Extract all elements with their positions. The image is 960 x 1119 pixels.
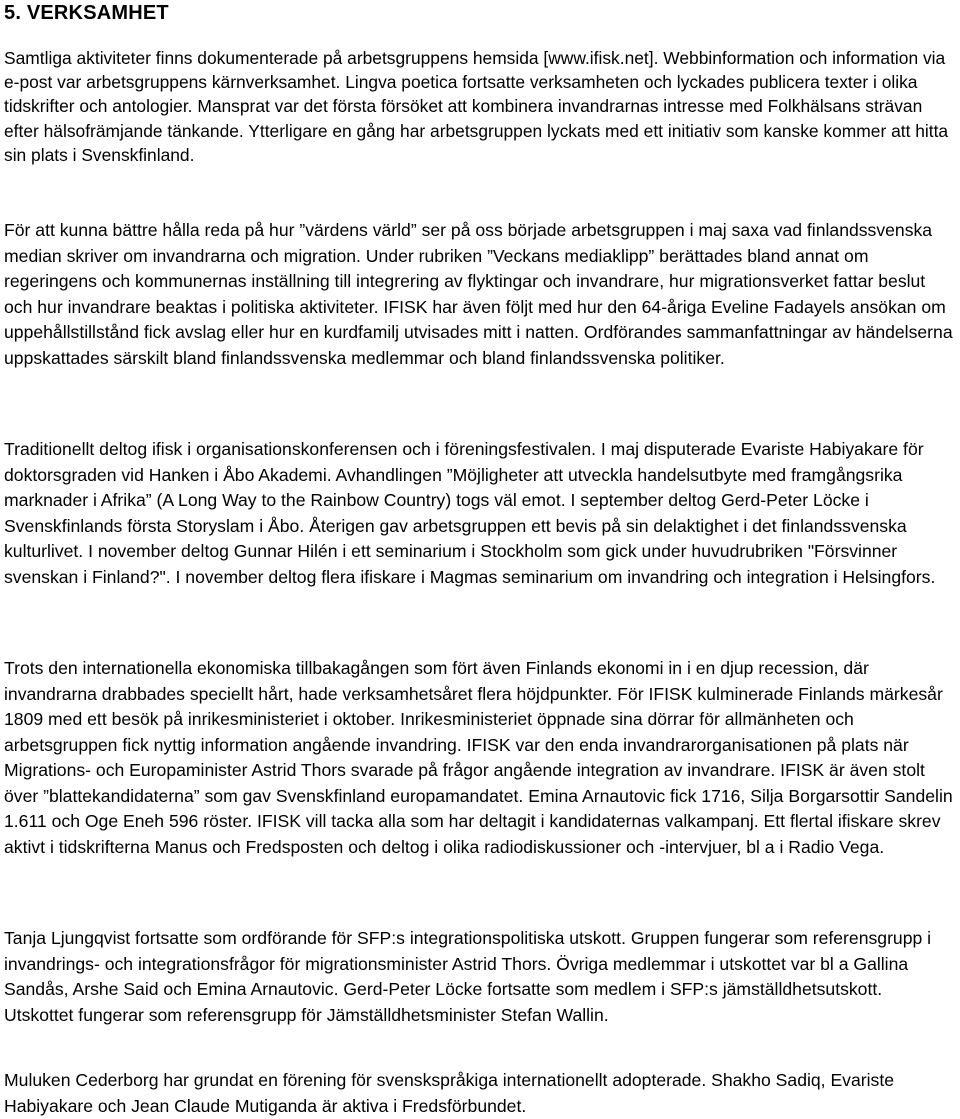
paragraph-highlights: Trots den internationella ekonomiska tillbakagången som fört även Finlands ekonomi in i en djup recession, där invandrarna drabbades speciellt hårt, hade verksamhetsåret flera höjdpunkter. För IFISK kulminerade Finlands märkesår 1809 med ett besök på inrikesministeriet i oktober. Inrikesministeriet öppnade sina dörrar för allmänheten och arbetsgruppen fick nyttig information angående invandring. IFISK var den enda invandrarorganisationen på plats när Migrations- och Europaminister Astrid Thors svarade på frågor angående integration av invandrare. IFISK är även stolt över ”blattekandidaterna” som gav Svenskfinland europamandatet. Emina Arnautovic fick 1716, Silja Borgarsottir Sandelin 1.611 och Oge Eneh 596 röster. IFISK vill tacka alla som har deltagit i kandidaternas valkampanj. Ett flertal ifiskare skrev aktivt i tidskrifterna Manus och Fredsposten och deltog i olika radiodiskussioner och -intervjuer, bl a i Radio Vega. [4, 658, 953, 857]
paragraph-associations: Muluken Cederborg har grundat en förening för svenskspråkiga internationellt adopterade. Shakho Sadiq, Evariste Habiyakare och Jean Claude Mutiganda är aktiva i Fredsförbundet. [4, 1070, 895, 1116]
paragraph-committee: Tanja Ljungqvist fortsatte som ordförande för SFP:s integrationspolitiska utskott. Gruppen fungerar som referensgrupp i invandrings- och integrationsfrågor för migrationsminister Astrid Thors. Övriga medlemmar i utskottet var bl a Gallina Sandås, Arshe Said och Emina Arnautovic. Gerd-Peter Löcke fortsatte som medlem i SFP:s jämställdhetsutskott. Utskottet fungerar som referensgrupp för Jämställdhetsminister Stefan Wallin. [4, 928, 932, 1025]
paragraph-media-monitoring: För att kunna bättre hålla reda på hur ”värdens värld” ser på oss började arbetsgruppen i maj saxa vad finlandssvenska median skriver om invandrarna och migration. Under rubriken ”Veckans mediaklipp” berättades bland annat om regeringens och kommunernas inställning till integrering av flyktingar och invandrare, hur migrationsverket fattar beslut och hur invandrare beaktas i politiska aktiviteter. IFISK har även följt med hur den 64-åriga Eveline Fadayels ansökan om uppehållstillstånd fick avslag eller hur en kurdfamilj utvisades mitt i natten. Ordförandes sammanfattningar av händelserna uppskattades särskilt bland finlandssvenska medlemmar och bland finlandssvenska politiker. [4, 220, 953, 368]
paragraph-conferences: Traditionellt deltog ifisk i organisationskonferensen och i föreningsfestivalen. I maj disputerade Evariste Habiyakare för doktorsgraden vid Hanken i Åbo Akademi. Avhandlingen ”Möjligheter att utveckla handelsutbyte med framgångsrika marknader i Afrika” (A Long Way to the Rainbow Country) togs väl emot. I september deltog Gerd-Peter Löcke i Svenskfinlands första Storyslam i Åbo. Återigen gav arbetsgruppen ett bevis på sin delaktighet i det finlandssvenska kulturlivet. I november deltog Gunnar Hilén i ett seminarium i Stockholm som gick under huvudrubriken "Försvinner svenskan i Finland?". I november deltog flera ifiskare i Magmas seminarium om invandring och integration i Helsingfors. [4, 439, 936, 587]
paragraph-intro: Samtliga aktiviteter finns dokumenterade på arbetsgruppens hemsida [www.ifisk.net]. Webbinformation och information via e-post var arbetsgruppens kärnverksamhet. Lingva poetica fortsatte verksamheten och lyckades publicera texter i olika tidskrifter och antologier. Mansprat var det första försöket att kombinera invandrarnas intresse med Folkhälsans strävan efter hälsofrämjande tänkande. Ytterligare en gång har arbetsgruppen lyckats med ett initiativ som kanske kommer att hitta sin plats i Svenskfinland. [4, 48, 949, 165]
section-heading: 5. VERKSAMHET [4, 2, 169, 24]
